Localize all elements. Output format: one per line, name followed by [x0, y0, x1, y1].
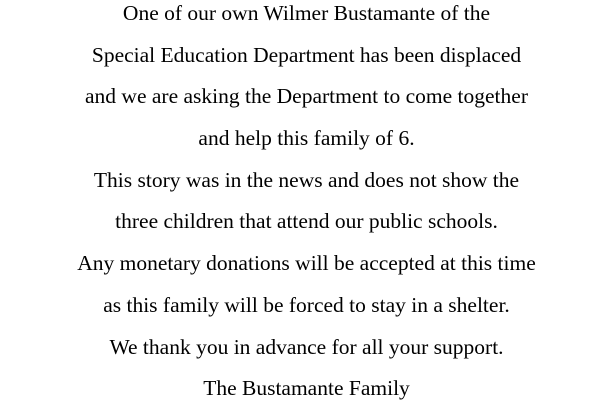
text-line: This story was in the news and does not show the — [93, 167, 520, 192]
text-line: We thank you in advance for all your support. — [109, 334, 504, 359]
text-line: Any monetary donations will be accepted at this time — [77, 251, 536, 276]
text-line: and we are asking the Department to come together — [85, 84, 528, 109]
text-line: One of our own Wilmer Bustamante of the — [122, 1, 491, 25]
text-line: as this family will be forced to stay in a shelter. — [103, 292, 510, 317]
text-line: three children that attend our public schools. — [115, 209, 498, 234]
text-line: Special Education Department has been displaced — [91, 42, 522, 67]
text-line: and help this family of 6. — [198, 126, 415, 151]
signature-line: The Bustamante Family — [203, 376, 410, 401]
